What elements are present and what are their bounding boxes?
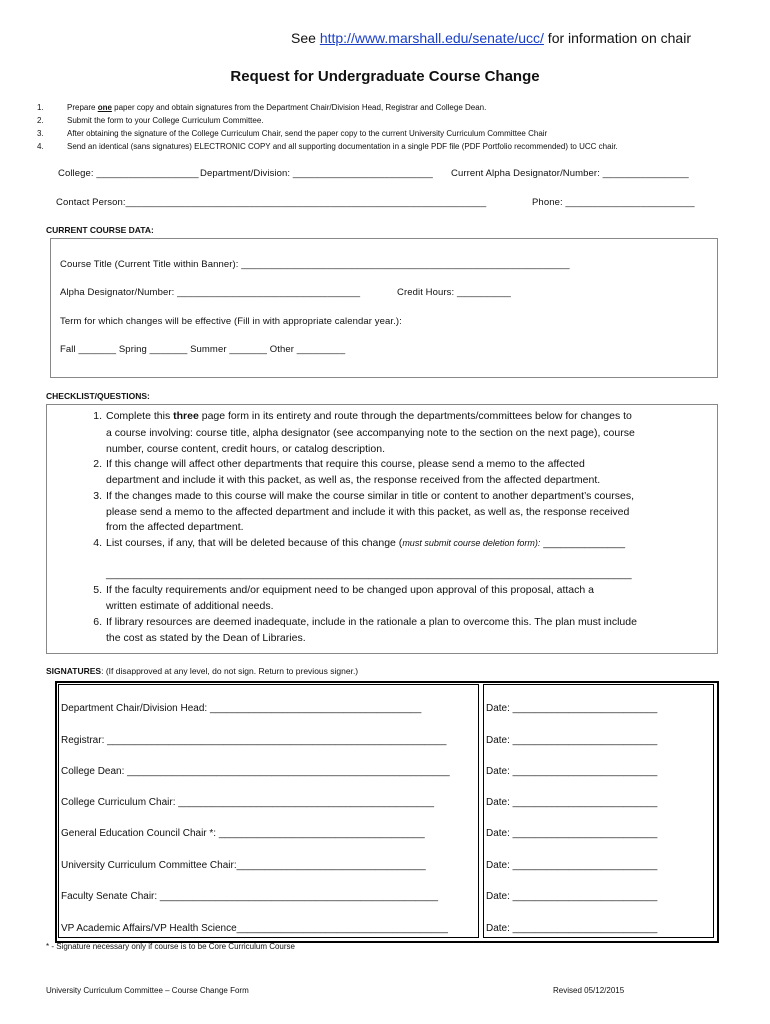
date-gen-ed-chair[interactable]: Date: __________________________ [486,828,658,839]
current-alpha-field[interactable]: Current Alpha Designator/Number: ________________ [451,168,689,179]
signature-ucc-chair[interactable]: University Curriculum Committee Chair:__________________________________ [61,860,426,871]
footer-form-name: University Curriculum Committee – Course Change Form [46,986,249,995]
course-title-field[interactable]: Course Title (Current Title within Banner): _____________________________________________________________ [60,259,570,270]
signature-vp-academic-affairs[interactable]: VP Academic Affairs/VP Health Science______________________________________ [61,923,448,934]
term-note: Term for which changes will be effective (Fill in with appropriate calendar year.): [60,316,402,327]
date-dept-chair[interactable]: Date: __________________________ [486,703,658,714]
instruction-1: 1. Prepare one paper copy and obtain signatures from the Department Chair/Division Head, Registrar and College Dean. [37,103,487,112]
term-fields[interactable]: Fall _______ Spring _______ Summer _______ Other _________ [60,344,346,355]
college-field[interactable]: College: ___________________ [58,168,199,179]
signature-college-curriculum-chair[interactable]: College Curriculum Chair: ______________________________________________ [61,797,435,808]
signature-dept-chair[interactable]: Department Chair/Division Head: ______________________________________ [61,703,422,714]
date-college-curriculum-chair[interactable]: Date: __________________________ [486,797,658,808]
instruction-2: 2. Submit the form to your College Curriculum Committee. [37,116,264,125]
signatures-heading: SIGNATURES: (If disapproved at any level, do not sign. Return to previous signer.) [46,666,359,676]
phone-field[interactable]: Phone: ________________________ [532,197,695,208]
core-curriculum-footnote: * - Signature necessary only if course is to be Core Curriculum Course [46,942,295,951]
footer-revised-date: Revised 05/12/2015 [553,986,625,995]
instruction-4: 4. Send an identical (sans signatures) ELECTRONIC COPY and all supporting documentation in a single PDF file (PDF Portfolio recommended) to UCC chair. [37,142,618,151]
date-registrar[interactable]: Date: __________________________ [486,735,658,746]
senate-ucc-link[interactable]: http://www.marshall.edu/senate/ucc/ [319,30,544,46]
header-note [291,30,691,46]
deleted-courses-field[interactable]: ______________ [540,537,626,549]
header-prefix: See [291,30,320,46]
signature-gen-ed-chair[interactable]: General Education Council Chair *: _____________________________________ [61,828,425,839]
header-suffix: for information on chair [543,30,691,46]
credit-hours-field[interactable]: Credit Hours: __________ [397,287,511,298]
checklist-heading: CHECKLIST/QUESTIONS: [46,391,150,401]
current-course-heading: CURRENT COURSE DATA: [46,225,154,235]
page-title: Request for Undergraduate Course Change [230,68,540,85]
date-ucc-chair[interactable]: Date: __________________________ [486,860,658,871]
department-field[interactable]: Department/Division: __________________________ [200,168,433,179]
alpha-number-field[interactable]: Alpha Designator/Number: __________________________________ [60,287,361,298]
signature-registrar[interactable]: Registrar: _____________________________________________________________ [61,735,447,746]
date-college-dean[interactable]: Date: __________________________ [486,766,658,777]
date-faculty-senate-chair[interactable]: Date: __________________________ [486,891,658,902]
date-vp-academic-affairs[interactable]: Date: __________________________ [486,923,658,934]
contact-person-field[interactable]: Contact Person:___________________________________________________________________ [56,197,487,208]
signature-faculty-senate-chair[interactable]: Faculty Senate Chair: __________________________________________________ [61,891,439,902]
instruction-3: 3. After obtaining the signature of the College Curriculum Chair, send the paper copy to the current University Curriculum Committee Chair [37,129,548,138]
signature-college-dean[interactable]: College Dean: __________________________________________________________ [61,766,450,777]
